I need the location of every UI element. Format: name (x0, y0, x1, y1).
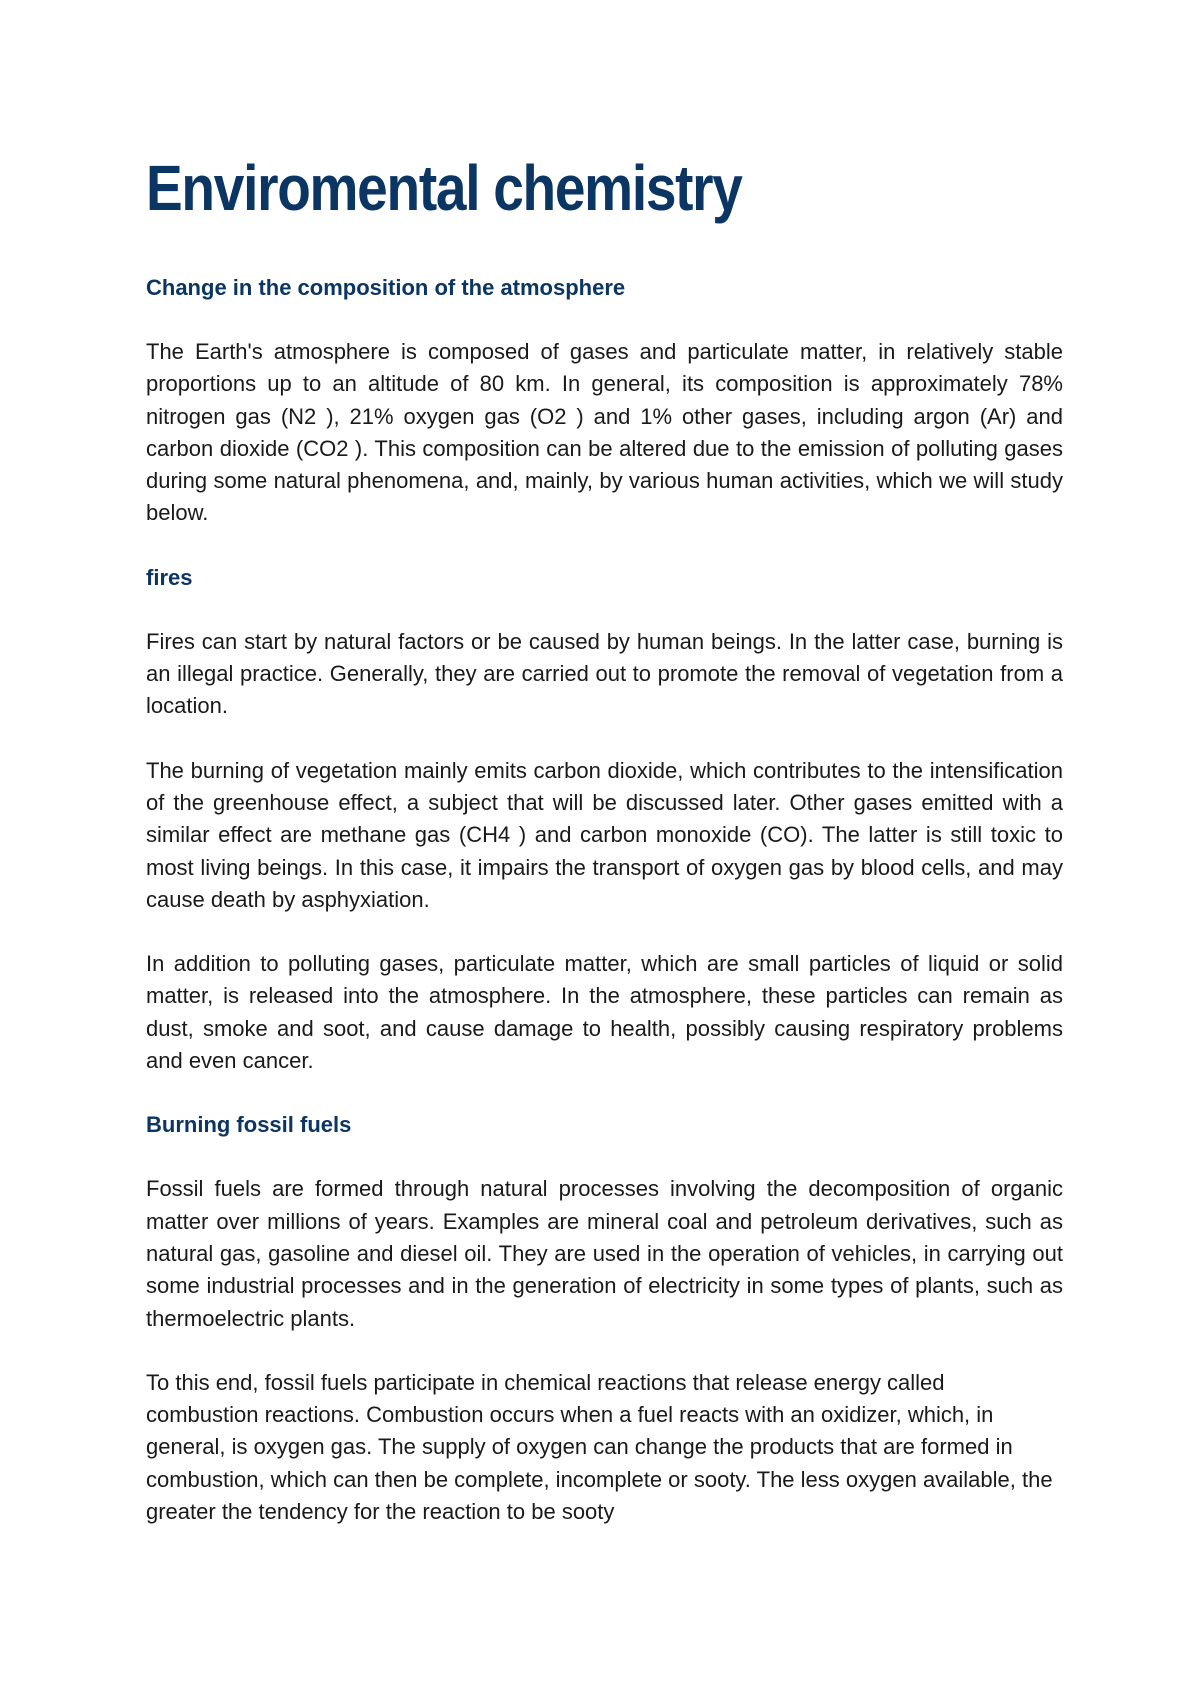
section-fires (146, 562, 1063, 1078)
document-content (146, 148, 1063, 1560)
section-heading: Burning fossil fuels (146, 1112, 352, 1138)
paragraph: The burning of vegetation mainly emits carbon dioxide, which contributes to the intensification of the greenhouse effect, a subject that will be discussed later. Other gases emitted with a similar effect are methane gas (CH4 ) and carbon monoxide (CO). The latter is still toxic to most living beings. In this case, it impairs the transport of oxygen gas by blood cells, and may cause death by asphyxiation. (146, 757, 1063, 912)
section-heading: fires (146, 564, 193, 590)
paragraph: In addition to polluting gases, particulate matter, which are small particles of liquid or solid matter, is released into the atmosphere. In the atmosphere, these particles can remain as dust, smoke and soot, and cause damage to health, possibly causing respiratory problems and even cancer. (146, 951, 1063, 1074)
paragraph: Fires can start by natural factors or be caused by human beings. In the latter case, burning is an illegal practice. Generally, they are carried out to promote the removal of vegetation from a location. (146, 628, 1063, 719)
section-burning-fossil-fuels (146, 1109, 1063, 1528)
document-title: Enviromental chemistry (146, 152, 742, 224)
section-heading: Change in the composition of the atmosphere (146, 275, 626, 300)
section-atmosphere-composition (146, 272, 1063, 530)
paragraph: Fossil fuels are formed through natural processes involving the decomposition of organic matter over millions of years. Examples are mineral coal and petroleum derivatives, such as natural gas, gasoline and diesel oil. They are used in the operation of vehicles, in carrying out some industrial processes and in the generation of electricity in some types of plants, such as thermoelectric plants. (146, 1176, 1063, 1331)
paragraph: The Earth's atmosphere is composed of gases and particulate matter, in relatively stable proportions up to an altitude of 80 km. In general, its composition is approximately 78% nitrogen gas (N2 ), 21% oxygen gas (O2 ) and 1% other gases, including argon (Ar) and carbon dioxide (CO2 ). This composition can be altered due to the emission of polluting gases during some natural phenomena, and, mainly, by various human activities, which we will study below. (146, 339, 1063, 526)
paragraph: To this end, fossil fuels participate in chemical reactions that release energy called combustion reactions. Combustion occurs when a fuel reacts with an oxidizer, which, in general, is oxygen gas. The supply of oxygen can change the products that are formed in combustion, which can then be complete, incomplete or sooty. The less oxygen available, the greater the tendency for the reaction to be sooty (146, 1369, 1053, 1525)
